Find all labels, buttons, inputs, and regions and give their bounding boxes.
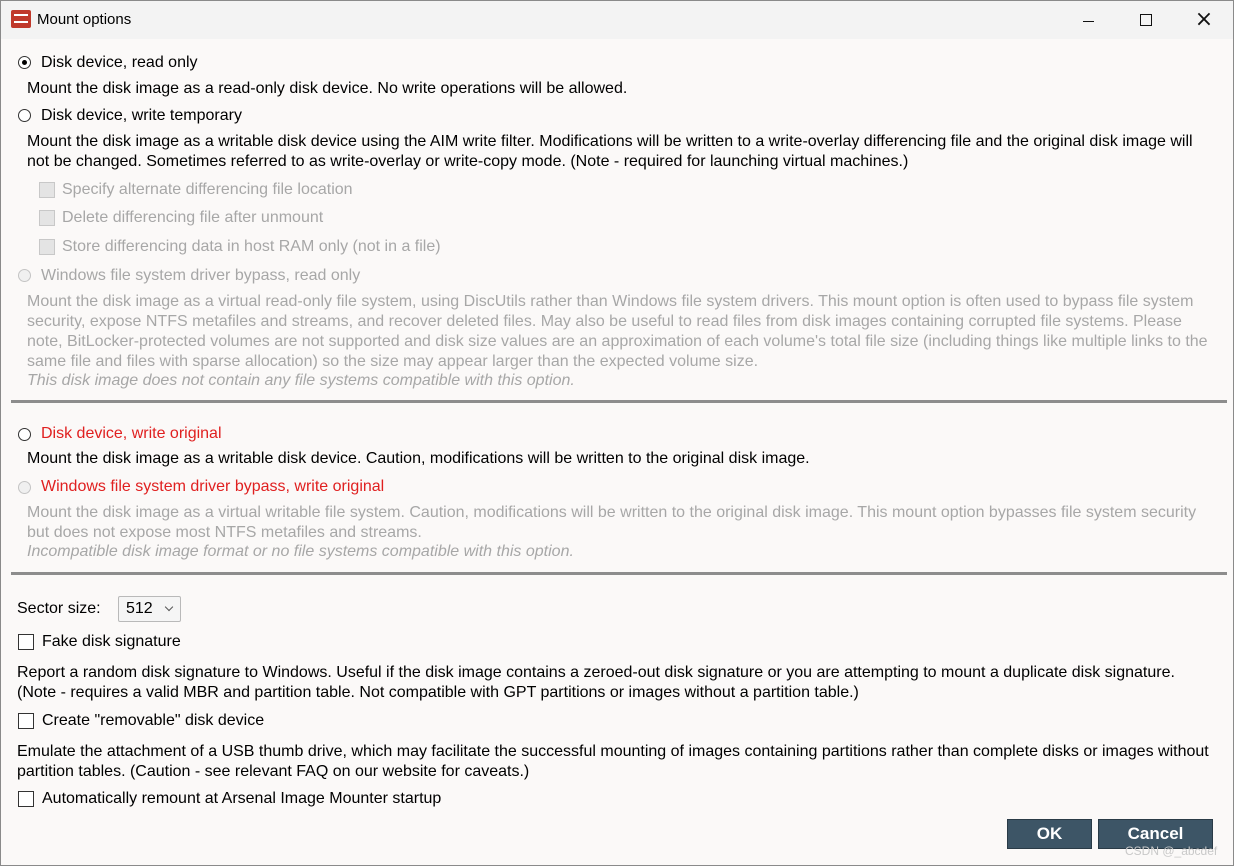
label-write-original[interactable]: Disk device, write original <box>41 425 222 442</box>
note-fs-bypass-read-only: This disk image does not contain any file systems compatible with this option. <box>27 372 575 389</box>
label-auto-remount[interactable]: Automatically remount at Arsenal Image Mounter startup <box>42 790 442 807</box>
checkbox-removable-device[interactable] <box>18 713 34 729</box>
label-store-diff-ram: Store differencing data in host RAM only (not in a file) <box>62 238 441 255</box>
desc-fs-bypass-write-original: Mount the disk image as a virtual writable file system. Caution, modifications will be written to the original disk image. This mount option bypasses file system security but does not expose most NTFS metafiles and streams. <box>27 504 1197 541</box>
sector-size-value: 512 <box>126 600 153 617</box>
checkbox-fake-disk-signature[interactable] <box>18 634 34 650</box>
checkbox-auto-remount[interactable] <box>18 791 34 807</box>
desc-write-original: Mount the disk image as a writable disk device. Caution, modifications will be written to the original disk image. <box>27 450 810 467</box>
title-bar <box>1 1 1233 39</box>
chevron-down-icon <box>165 603 173 611</box>
cancel-button[interactable]: Cancel <box>1098 819 1213 849</box>
label-delete-diff-file: Delete differencing file after unmount <box>62 209 324 226</box>
close-button[interactable] <box>1175 1 1233 39</box>
radio-fs-bypass-write-original[interactable] <box>18 481 31 494</box>
section-divider <box>11 400 1227 403</box>
ok-button[interactable]: OK <box>1007 819 1092 849</box>
radio-fs-bypass-read-only[interactable] <box>18 269 31 282</box>
minimize-icon <box>1083 21 1094 22</box>
maximize-button[interactable] <box>1117 1 1175 39</box>
desc-read-only: Mount the disk image as a read-only disk device. No write operations will be allowed. <box>27 80 628 97</box>
desc-write-temporary: Mount the disk image as a writable disk device using the AIM write filter. Modifications will be written to a write-overlay differencing file and the original disk image will not be changed. Sometimes referred to as write-overlay or write-copy mode. (Note - required for launching virtual machines.) <box>27 133 1193 170</box>
checkbox-alternate-diff-location[interactable] <box>39 182 55 198</box>
note-fs-bypass-write-original: Incompatible disk image format or no file systems compatible with this option. <box>27 543 574 560</box>
minimize-button[interactable] <box>1059 1 1117 39</box>
desc-fake-disk-signature: Report a random disk signature to Windows. Useful if the disk image contains a zeroed-out disk signature or you are attempting to mount a duplicate disk signature. (Note - requires a valid MBR and partition table. Not compatible with GPT partitions or images without a partition table.) <box>17 664 1175 701</box>
label-fake-disk-signature[interactable]: Fake disk signature <box>42 633 181 650</box>
checkbox-delete-diff-file[interactable] <box>39 210 55 226</box>
checkbox-store-diff-ram[interactable] <box>39 239 55 255</box>
radio-write-temporary[interactable] <box>18 109 31 122</box>
close-icon: × <box>1194 7 1214 32</box>
label-removable-device[interactable]: Create "removable" disk device <box>42 712 265 729</box>
window-title: Mount options <box>37 11 132 28</box>
watermark-text: CSDN @_abcdef <box>1125 844 1218 858</box>
section-divider <box>11 572 1227 575</box>
label-fs-bypass-read-only: Windows file system driver bypass, read only <box>41 267 361 284</box>
radio-write-original[interactable] <box>18 428 31 441</box>
label-write-temporary[interactable]: Disk device, write temporary <box>41 107 242 124</box>
label-read-only[interactable]: Disk device, read only <box>41 54 198 71</box>
desc-removable-device: Emulate the attachment of a USB thumb drive, which may facilitate the successful mounting of images containing partitions rather than complete disks or images without partition tables. (Caution - see relevant FAQ on our website for caveats.) <box>17 743 1209 780</box>
sector-size-select[interactable] <box>118 596 181 622</box>
maximize-icon <box>1140 14 1152 26</box>
sector-size-label: Sector size: <box>17 600 101 617</box>
desc-fs-bypass-read-only: Mount the disk image as a virtual read-only file system, using DiscUtils rather than Windows file system drivers. This mount option is often used to bypass file system security, expose NTFS metafiles and streams, and recover deleted files. May also be useful to read files from disk images containing corrupted file systems. Please note, BitLocker-protected volumes are not supported and disk size values are an approximation of each volume's total file size (including things like multiple links to the same file and files with sparse allocation) so the size may appear larger than the expected volume size. <box>27 293 1208 370</box>
label-alternate-diff-location: Specify alternate differencing file location <box>62 181 353 198</box>
radio-read-only[interactable] <box>18 56 31 69</box>
app-logo-icon <box>11 10 31 28</box>
label-fs-bypass-write-original: Windows file system driver bypass, write original <box>41 478 385 495</box>
